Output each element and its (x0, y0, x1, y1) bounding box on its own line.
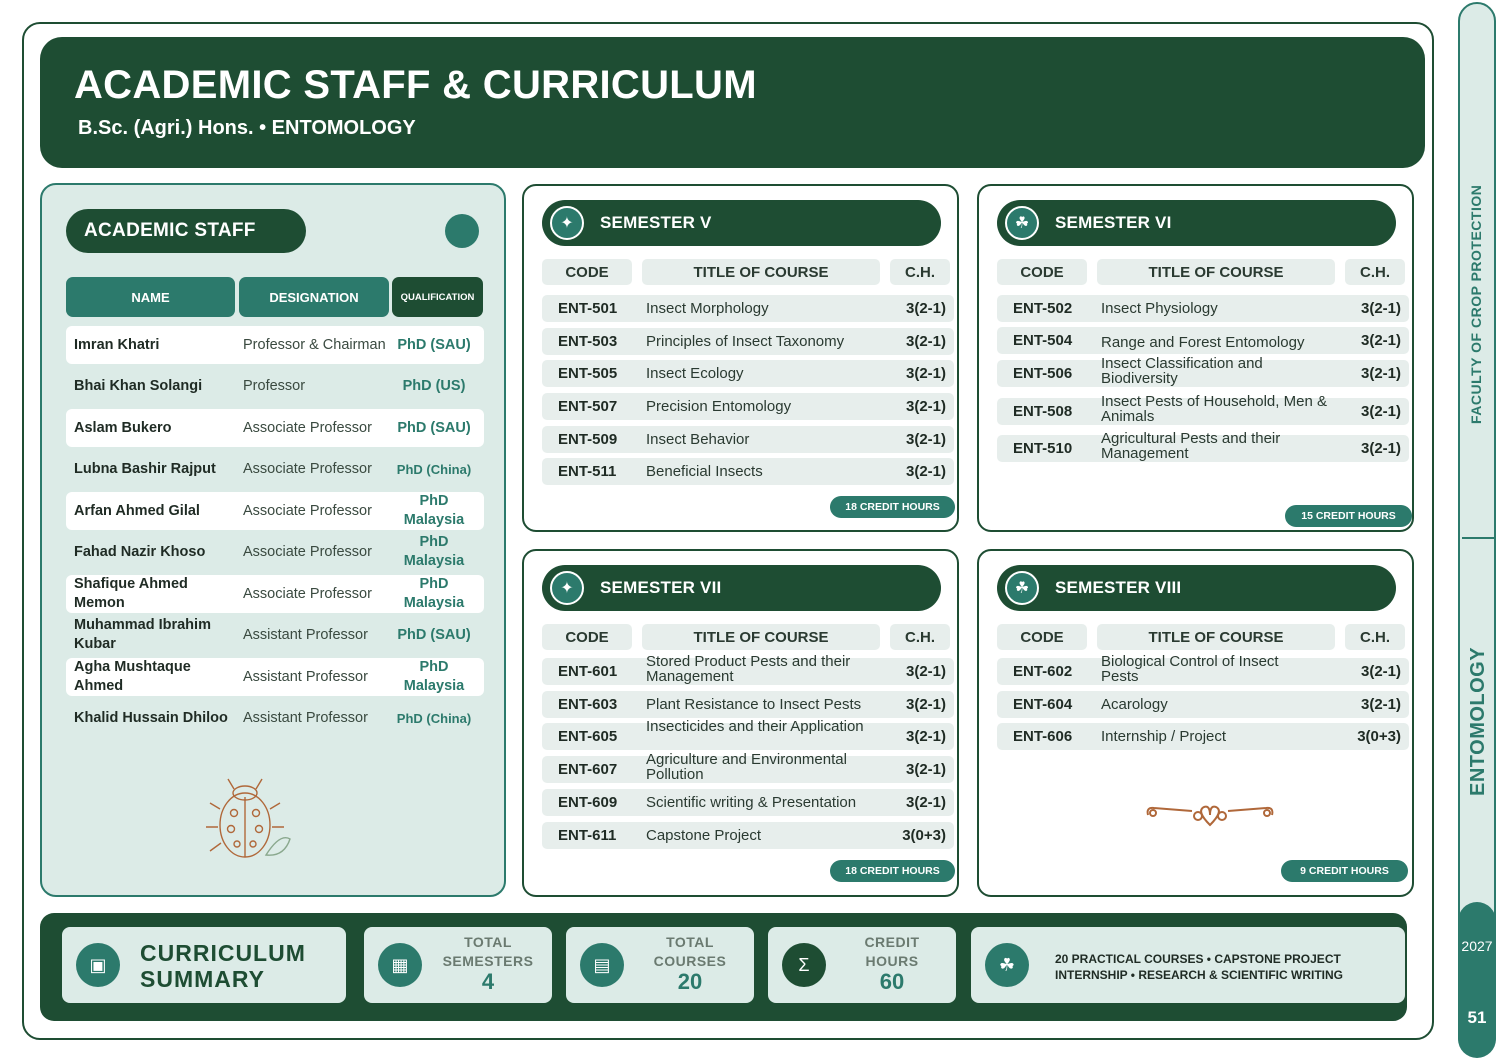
list-icon: ▤ (580, 943, 624, 987)
summary-title (140, 940, 306, 992)
course-credit: 3(2-1) (905, 333, 946, 350)
clover-icon: ☘ (985, 943, 1029, 987)
label-line: TOTAL (464, 934, 512, 950)
course-row (542, 653, 954, 685)
staff-name: Bhai Khan Solangi (74, 377, 203, 394)
summary-title-box (62, 927, 346, 1003)
course-title: Acarology (1101, 696, 1168, 713)
course-title: Insect Behavior (646, 431, 750, 448)
label-line: SEMESTERS (442, 953, 534, 969)
summary-title-line2: SUMMARY (140, 966, 265, 992)
staff-name: Arfan Ahmed Gilal (74, 502, 200, 519)
total-semesters-box (364, 927, 552, 1003)
course-code: ENT-506 (1013, 365, 1073, 382)
highlights-box (971, 927, 1405, 1003)
staff-qualification: PhD Malaysia (403, 659, 465, 694)
course-row (542, 295, 954, 322)
course-title: Agriculture and Environmental Pollution (646, 751, 847, 783)
semester-title: SEMESTER VI (1055, 213, 1172, 232)
staff-qualification: PhD (China) (396, 461, 472, 477)
semester-vi-card (977, 184, 1414, 532)
course-title: Precision Entomology (646, 398, 792, 415)
credit-hours-value: 60 (879, 969, 905, 994)
staff-designation: Associate Professor (243, 419, 372, 436)
staff-table (66, 324, 484, 739)
column-header-title: TITLE OF COURSE (1097, 624, 1335, 650)
curriculum-summary-bar (40, 913, 1407, 1021)
course-code: ENT-503 (558, 333, 618, 350)
staff-designation: Assistant Professor (243, 668, 368, 685)
column-header-code: CODE (997, 624, 1087, 650)
column-header-title: TITLE OF COURSE (642, 259, 880, 285)
course-code: ENT-508 (1013, 403, 1073, 420)
staff-designation: Associate Professor (243, 543, 372, 560)
page-subtitle: B.Sc. (Agri.) Hons. • ENTOMOLOGY (78, 117, 416, 139)
column-header-credit: C.H. (890, 259, 950, 285)
course-code: ENT-606 (1013, 728, 1073, 745)
column-header-credit: C.H. (1345, 624, 1405, 650)
ornament-divider-icon (1144, 801, 1276, 831)
staff-row (66, 366, 484, 408)
divider (1462, 537, 1494, 539)
clover-icon: ☘ (1005, 571, 1039, 605)
credit-hours-badge: 9 CREDIT HOURS (1281, 860, 1408, 882)
course-credit: 3(2-1) (905, 300, 946, 317)
staff-row (66, 532, 484, 574)
label-line: COURSES (653, 953, 727, 969)
document-icon: ▣ (76, 943, 120, 987)
credit-hours-badge: 15 CREDIT HOURS (1285, 505, 1412, 527)
staff-name: Aslam Bukero (74, 419, 172, 436)
staff-name: Fahad Nazir Khoso (74, 543, 206, 560)
course-title: Scientific writing & Presentation (646, 794, 857, 811)
staff-designation: Assistant Professor (243, 709, 368, 726)
course-code: ENT-604 (1013, 696, 1073, 713)
course-row (542, 751, 954, 783)
course-code: ENT-501 (558, 300, 618, 317)
course-code: ENT-603 (558, 696, 618, 713)
course-code: ENT-607 (558, 761, 618, 778)
staff-row (66, 658, 484, 696)
course-title: Insect Pests of Household, Men & Animals (1101, 393, 1327, 425)
column-header-qualification: QUALIFICATION (392, 277, 483, 317)
staff-name: Lubna Bashir Rajput (74, 460, 216, 477)
course-row (542, 789, 954, 816)
course-title: Insect Physiology (1101, 300, 1218, 317)
semester-header (997, 565, 1396, 611)
course-row (997, 723, 1409, 750)
course-credit: 3(2-1) (1360, 696, 1401, 713)
course-row (997, 327, 1409, 354)
ladybug-icon (204, 775, 294, 865)
course-row (542, 360, 954, 387)
course-code: ENT-510 (1013, 440, 1073, 457)
column-header-name: NAME (66, 277, 235, 317)
course-title: Capstone Project (646, 827, 762, 844)
page-header (40, 37, 1425, 168)
staff-title: ACADEMIC STAFF (66, 209, 306, 253)
course-title: Plant Resistance to Insect Pests (646, 696, 862, 713)
column-header-credit: C.H. (1345, 259, 1405, 285)
staff-name: Muhammad Ibrahim Kubar (74, 617, 211, 653)
semester-header (542, 565, 941, 611)
calendar-icon: ▦ (378, 943, 422, 987)
staff-qualification: PhD Malaysia (403, 576, 465, 611)
staff-designation: Professor (243, 377, 306, 394)
course-code: ENT-505 (558, 365, 618, 382)
course-row (997, 691, 1409, 718)
course-credit: 3(2-1) (905, 761, 946, 778)
course-code: ENT-511 (558, 463, 617, 480)
course-credit: 3(2-1) (1360, 365, 1401, 382)
faculty-label: FACULTY OF CROP PROTECTION (1468, 184, 1484, 424)
course-credit: 3(2-1) (905, 431, 946, 448)
staff-row (66, 326, 484, 364)
staff-qualification: PhD (SAU) (397, 336, 471, 353)
staff-designation: Assistant Professor (243, 626, 368, 643)
course-code: ENT-502 (1013, 300, 1073, 317)
semester-title: SEMESTER VIII (1055, 578, 1182, 597)
label-line: CREDIT (864, 934, 920, 950)
star-icon: ✦ (550, 206, 584, 240)
staff-designation: Professor & Chairman (243, 336, 386, 353)
course-title: Internship / Project (1101, 728, 1227, 745)
staff-name: Khalid Hussain Dhiloo (74, 709, 228, 726)
course-title: Insect Morphology (646, 300, 769, 317)
course-row (997, 653, 1409, 685)
page-number-background (1458, 902, 1496, 1058)
staff-designation: Associate Professor (243, 460, 372, 477)
course-code: ENT-611 (558, 827, 617, 844)
total-semesters-label (438, 933, 538, 971)
course-title: Insect Classification and Biodiversity (1101, 355, 1263, 387)
semester-header (542, 200, 941, 246)
course-title: Range and Forest Entomology (1101, 334, 1305, 351)
course-row (997, 393, 1409, 425)
total-courses-box (566, 927, 754, 1003)
semester-title: SEMESTER V (600, 213, 712, 232)
semester-v-card (522, 184, 959, 532)
column-header-title: TITLE OF COURSE (642, 624, 880, 650)
highlights-line2: INTERNSHIP • RESEARCH & SCIENTIFIC WRITING (1055, 968, 1343, 982)
course-credit: 3(2-1) (1360, 403, 1401, 420)
course-title: Insecticides and their Application (646, 718, 864, 735)
course-credit: 3(2-1) (905, 663, 946, 680)
credit-hours-label (842, 933, 942, 971)
staff-row (66, 698, 484, 740)
highlights-line1: 20 PRACTICAL COURSES • CAPSTONE PROJECT (1055, 952, 1341, 966)
course-row (542, 393, 954, 420)
staff-name: Shafique Ahmed Memon (74, 576, 188, 611)
total-semesters-value: 4 (481, 969, 495, 994)
staff-designation: Associate Professor (243, 585, 372, 602)
clover-icon: ☘ (1005, 206, 1039, 240)
staff-name: Agha Mushtaque Ahmed (74, 659, 191, 694)
course-row (542, 458, 954, 485)
semester-title: SEMESTER VII (600, 578, 722, 597)
semester-viii-card (977, 549, 1414, 897)
staff-name: Imran Khatri (74, 336, 160, 353)
course-row (542, 718, 954, 750)
course-credit: 3(2-1) (1360, 300, 1401, 317)
total-courses-value: 20 (677, 969, 703, 994)
staff-row (66, 449, 484, 491)
course-credit: 3(2-1) (905, 696, 946, 713)
staff-row (66, 615, 484, 657)
side-tab (1458, 2, 1496, 1056)
course-credit: 3(2-1) (1360, 663, 1401, 680)
staff-qualification: PhD (SAU) (397, 419, 471, 436)
course-credit: 3(2-1) (905, 463, 946, 480)
course-row (997, 295, 1409, 322)
total-courses-label (640, 933, 740, 971)
course-row (542, 328, 954, 355)
course-row (542, 822, 954, 849)
course-title: Beneficial Insects (646, 463, 763, 480)
staff-qualification: PhD Malaysia (403, 493, 465, 528)
course-credit: 3(0+3) (1357, 728, 1401, 745)
credit-hours-badge: 18 CREDIT HOURS (830, 496, 955, 518)
column-header-title: TITLE OF COURSE (1097, 259, 1335, 285)
course-code: ENT-609 (558, 794, 618, 811)
column-header-designation: DESIGNATION (239, 277, 389, 317)
course-credit: 3(0+3) (902, 827, 946, 844)
staff-qualification: PhD (China) (396, 710, 472, 726)
label-line: TOTAL (666, 934, 714, 950)
course-credit: 3(2-1) (905, 794, 946, 811)
course-title: Biological Control of Insect Pests (1101, 653, 1279, 685)
course-title: Insect Ecology (646, 365, 744, 382)
column-header-code: CODE (542, 624, 632, 650)
course-code: ENT-601 (558, 663, 618, 680)
course-credit: 3(2-1) (1360, 332, 1401, 349)
course-code: ENT-605 (558, 728, 618, 745)
course-title: Principles of Insect Taxonomy (646, 333, 845, 350)
column-header-code: CODE (542, 259, 632, 285)
course-row (542, 426, 954, 453)
course-row (997, 430, 1409, 462)
staff-row (66, 575, 484, 613)
year-label: 2027 (1461, 938, 1493, 954)
course-credit: 3(2-1) (905, 728, 946, 745)
course-code: ENT-507 (558, 398, 618, 415)
course-credit: 3(2-1) (905, 365, 946, 382)
staff-row (66, 492, 484, 530)
semester-header (997, 200, 1396, 246)
staff-qualification: PhD (SAU) (397, 626, 471, 643)
course-title: Agricultural Pests and their Management (1101, 430, 1281, 462)
course-credit: 3(2-1) (1360, 440, 1401, 457)
course-row (997, 355, 1409, 387)
staff-designation: Associate Professor (243, 502, 372, 519)
semester-vii-card (522, 549, 959, 897)
course-code: ENT-509 (558, 431, 618, 448)
course-row (542, 691, 954, 718)
course-code: ENT-602 (1013, 663, 1073, 680)
credit-hours-badge: 18 CREDIT HOURS (830, 860, 955, 882)
label-line: HOURS (865, 953, 919, 969)
staff-qualification: PhD (US) (402, 377, 466, 394)
department-label: ENTOMOLOGY (1467, 646, 1489, 796)
course-title: Stored Product Pests and their Management (646, 653, 851, 685)
summary-title-line1: CURRICULUM (140, 940, 306, 966)
decorative-dot (445, 214, 479, 248)
course-code: ENT-504 (1013, 332, 1073, 349)
page-title: ACADEMIC STAFF & CURRICULUM (74, 63, 757, 107)
staff-row (66, 409, 484, 447)
star-icon: ✦ (550, 571, 584, 605)
column-header-code: CODE (997, 259, 1087, 285)
academic-staff-panel (40, 183, 506, 897)
credit-hours-box (768, 927, 956, 1003)
column-header-credit: C.H. (890, 624, 950, 650)
sigma-icon: Σ (782, 943, 826, 987)
staff-qualification: PhD Malaysia (403, 534, 465, 570)
course-credit: 3(2-1) (905, 398, 946, 415)
page-number: 51 (1467, 1008, 1487, 1027)
